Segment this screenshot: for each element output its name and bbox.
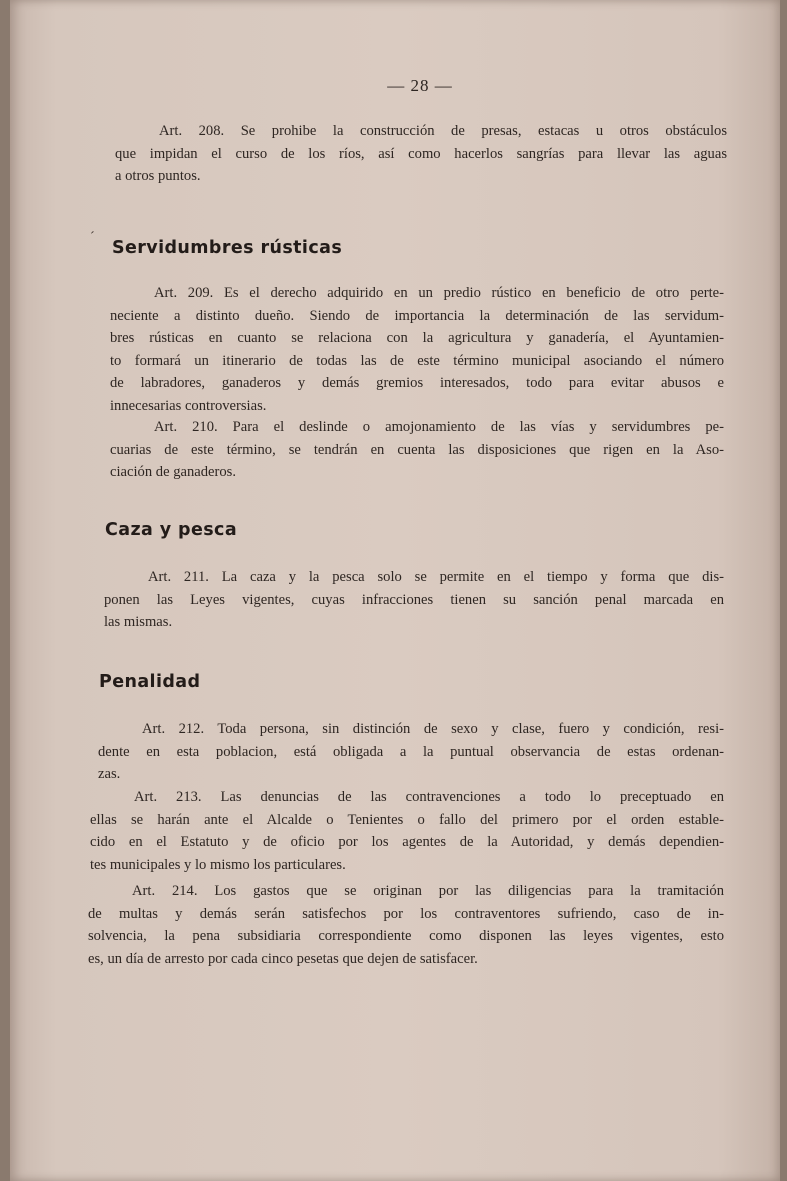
section-heading-penalidad: Penalidad bbox=[99, 672, 201, 692]
text-line: Art. 210. Para el deslinde o amojonamiento de las vías y servidumbres pe- bbox=[154, 419, 724, 435]
section-heading-servidumbres: Servidumbres rústicas bbox=[112, 238, 343, 258]
text-line: es, un día de arresto por cada cinco pesetas que dejen de satisfacer. bbox=[88, 950, 478, 967]
text-line: Art. 208. Se prohibe la construcción de presas, estacas u otros obstáculos bbox=[159, 123, 727, 139]
text-line: Art. 212. Toda persona, sin distinción de sexo y clase, fuero y condición, resi- bbox=[142, 721, 724, 737]
article-211 bbox=[104, 566, 724, 634]
text-line: las mismas. bbox=[104, 614, 173, 630]
book-page bbox=[10, 0, 780, 1181]
text-line: bres rústicas en cuanto se relaciona con la agricultura y ganadería, el Ayuntamien- bbox=[110, 330, 724, 346]
text-line: a otros puntos. bbox=[115, 168, 201, 184]
text-line: tes municipales y lo mismo los particulares. bbox=[90, 856, 346, 873]
text-line: solvencia, la pena subsidiaria correspondiente como disponen las leyes vigentes, esto bbox=[88, 928, 724, 944]
text-line: Art. 213. Las denuncias de las contravenciones a todo lo preceptuado en bbox=[134, 789, 724, 805]
text-line: to formará un itinerario de todas las de este término municipal asociando el número bbox=[110, 352, 724, 369]
text-line: ellas se harán ante el Alcalde o Tenientes o fallo del primero por el orden estable- bbox=[90, 811, 724, 828]
article-214 bbox=[88, 880, 724, 970]
text-line: ciación de ganaderos. bbox=[110, 464, 237, 480]
article-213 bbox=[90, 786, 724, 876]
article-212 bbox=[98, 718, 724, 786]
text-line: dente en esta poblacion, está obligada a la puntual observancia de estas ordenan- bbox=[98, 743, 724, 760]
text-line: Art. 209. Es el derecho adquirido en un predio rústico en beneficio de otro perte- bbox=[154, 285, 724, 301]
pencil-mark: ´ bbox=[90, 230, 95, 245]
text-line: que impidan el curso de los ríos, así como hacerlos sangrías para llevar las aguas bbox=[115, 145, 727, 162]
section-heading-caza: Caza y pesca bbox=[105, 520, 238, 540]
article-209 bbox=[110, 282, 724, 417]
text-line: de multas y demás serán satisfechos por los contraventores sufriendo, caso de in- bbox=[88, 905, 724, 922]
text-line: Art. 211. La caza y la pesca solo se permite en el tiempo y forma que dis- bbox=[148, 569, 724, 585]
page-number: — 28 — bbox=[387, 76, 453, 95]
text-line: Art. 214. Los gastos que se originan por las diligencias para la tramitación bbox=[132, 883, 724, 899]
text-line: de labradores, ganaderos y demás gremios interesados, todo para evitar abusos e bbox=[110, 375, 724, 391]
text-line: innecesarias controversias. bbox=[110, 397, 267, 414]
text-line: cuarias de este término, se tendrán en cuenta las disposiciones que rigen en la Aso- bbox=[110, 441, 724, 458]
article-210 bbox=[110, 416, 724, 484]
text-line: cido en el Estatuto y de oficio por los agentes de la Autoridad, y demás dependien- bbox=[90, 834, 724, 850]
text-line: zas. bbox=[98, 766, 121, 782]
text-line: ponen las Leyes vigentes, cuyas infracciones tienen su sanción penal marcada en bbox=[104, 591, 724, 608]
article-208 bbox=[115, 120, 727, 188]
text-line: neciente a distinto dueño. Siendo de importancia la determinación de las servidum- bbox=[110, 307, 724, 324]
